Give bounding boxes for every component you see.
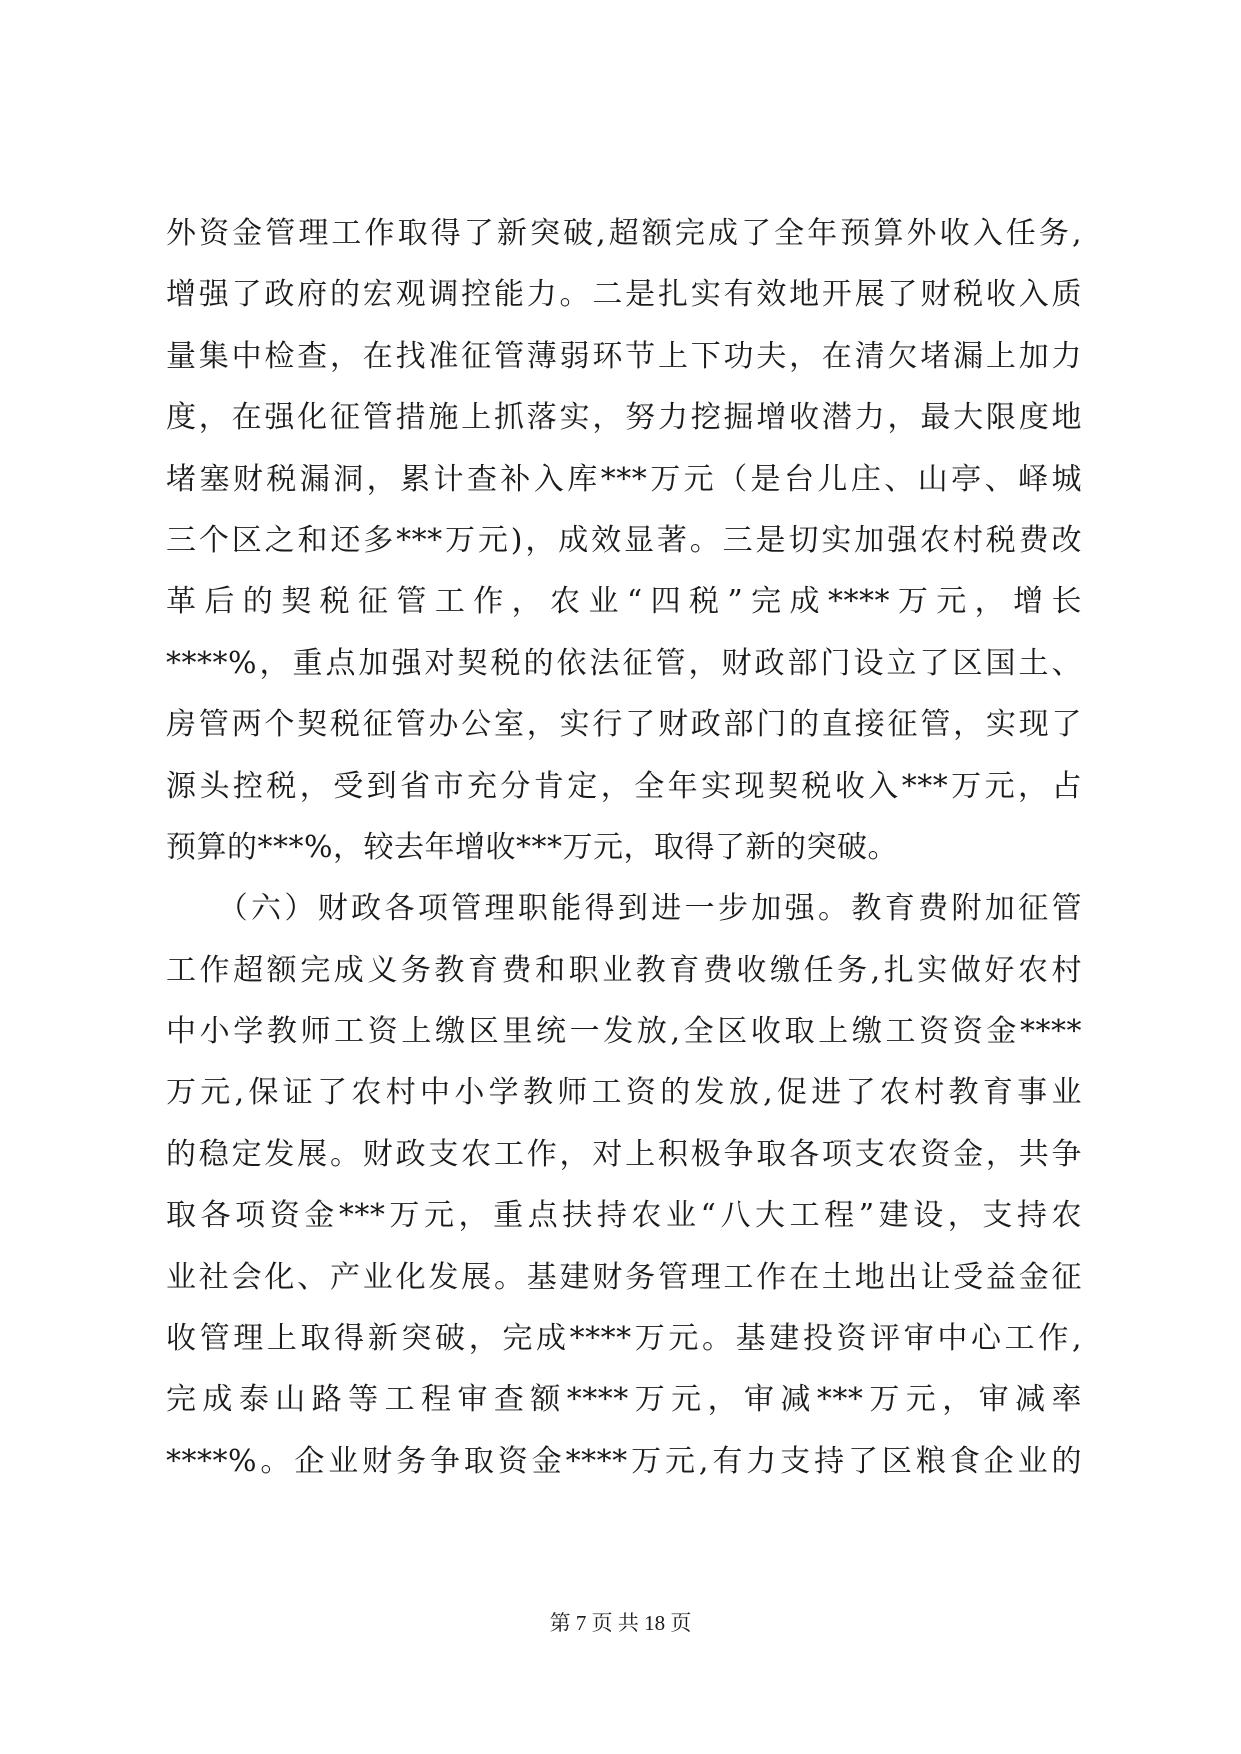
text-line: 中小学教师工资上缴区里统一发放,全区收取上缴工资资金****	[166, 1014, 1082, 1050]
body-text	[166, 203, 1082, 1492]
text-line: （六）财政各项管理职能得到进一步加强。教育费附加征管	[166, 891, 1082, 927]
text-line: ****%。企业财务争取资金****万元,有力支持了区粮食企业的	[166, 1443, 1082, 1479]
page-number: 第 7 页 共 18 页	[549, 1611, 692, 1635]
text-line: 完成泰山路等工程审查额****万元，审减***万元，审减率	[166, 1382, 1082, 1418]
text-line: 革后的契税征管工作，农业“四税”完成****万元，增长	[166, 584, 1082, 620]
text-line: 房管两个契税征管办公室，实行了财政部门的直接征管，实现了	[166, 707, 1082, 743]
text-line: ****%，重点加强对契税的依法征管，财政部门设立了区国土、	[166, 645, 1082, 681]
text-line: 取各项资金***万元，重点扶持农业“八大工程”建设，支持农	[166, 1198, 1082, 1234]
text-line: 万元,保证了农村中小学教师工资的发放,促进了农村教育事业	[166, 1075, 1082, 1111]
text-line: 业社会化、产业化发展。基建财务管理工作在土地出让受益金征	[166, 1259, 1082, 1295]
text-line: 源头控税，受到省市充分肯定，全年实现契税收入***万元，占	[166, 768, 1082, 804]
text-line: 三个区之和还多***万元)，成效显著。三是切实加强农村税费改	[166, 522, 1082, 558]
text-line: 预算的***%，较去年增收***万元，取得了新的突破。	[166, 829, 899, 865]
text-line: 度，在强化征管措施上抓落实，努力挖掘增收潜力，最大限度地	[166, 400, 1082, 436]
page-footer	[0, 1607, 1241, 1637]
text-line: 堵塞财税漏洞，累计查补入库***万元（是台儿庄、山亭、峄城	[166, 461, 1082, 497]
text-line: 工作超额完成义务教育费和职业教育费收缴任务,扎实做好农村	[166, 952, 1082, 988]
text-line: 收管理上取得新突破，完成****万元。基建投资评审中心工作,	[166, 1321, 1082, 1357]
text-line: 增强了政府的宏观调控能力。二是扎实有效地开展了财税收入质	[166, 277, 1082, 313]
text-line: 的稳定发展。财政支农工作，对上积极争取各项支农资金，共争	[166, 1136, 1082, 1172]
text-line: 外资金管理工作取得了新突破,超额完成了全年预算外收入任务,	[166, 216, 1082, 251]
text-line: 量集中检查，在找准征管薄弱环节上下功夫，在清欠堵漏上加力	[166, 338, 1082, 374]
